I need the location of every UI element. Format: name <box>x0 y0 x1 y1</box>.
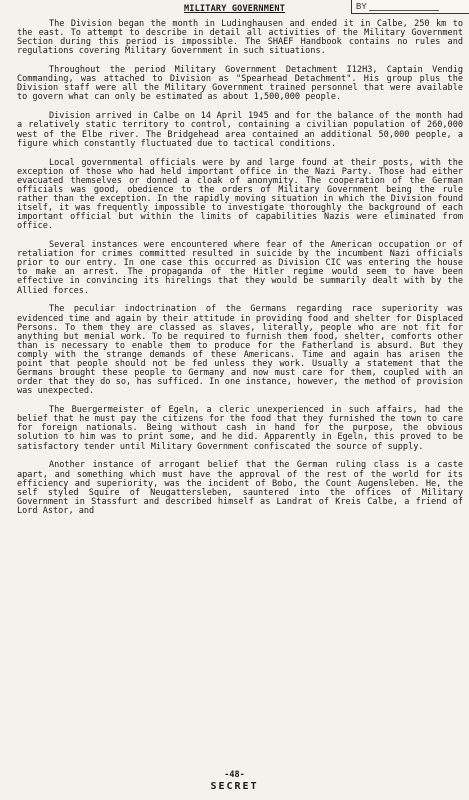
document-body <box>17 20 463 526</box>
paragraph-6: The peculiar indoctrination of the Germans regarding race superiority was evidenced time and again by their attitude in providing food and shelter for Displaced Persons. To them they are classed as slaves, literally, people who are not fit for anything but menial work. To be required to furnish them food, shelter, comforts other than is necessary to enable them to produce for the Fatherland is absurd. But they comply with the strange demands of these Americans. Time and again has arisen the point that people should not be fed unless they work. Usually a statement that the Germans brought these people to Germany and now must care for them, coupled with an order that they do so, has sufficed. In one instance, however, the method of provision was unexpected. <box>17 304 463 397</box>
classification-marking: SECRET <box>210 781 259 792</box>
paragraph-7: The Buergermeister of Egeln, a cleric unexperienced in such affairs, had the belief that he must pay the citizens for the food that they furnished the town to care for foreign nationals. Being without cash in hand for the purpose, the obvious solution to him was to print some, and he did. Apparently in Egeln, this proved to be satisfactory tender until Military Government confiscated the source of supply. <box>17 405 463 452</box>
paragraph-5: Several instances were encountered where fear of the American occupation or of retaliation for crimes committed resulted in suicide by the incumbent Nazi officials prior to our entry. In one case this occurred as Division CIC was entering the house to make an arrest. The propaganda of the Hitler regime would seem to have been effective in convincing its hirelings that they would be summarily dealt with by the Allied forces. <box>17 240 463 296</box>
paragraph-3: Division arrived in Calbe on 14 April 1945 and for the balance of the month had a relatively static territory to control, containing a civilian population of 260,000 west of the Elbe river. The Bridgehead area contained an additional 50,000 people, a figure which constantly fluctuated due to tactical conditions. <box>17 111 463 149</box>
declassification-stamp-text: BY <box>356 2 367 11</box>
paragraph-4: Local governmental officials were by and large found at their posts, with the exception of those who had held important office in the Nazi Party. Those had either evacuated themselves or donned a cloak of anonymity. The cooperation of the German officials was good, obedience to the orders of Military Government being the rule rather than the exception. In the rapidly moving situation in which the Division found itself, it was frequently impossible to investigate thoroughly the background of each important official but within the limits of capabilities Nazis were eliminated from office. <box>17 157 463 232</box>
page-number: -48- <box>224 770 245 780</box>
paragraph-1: The Division began the month in Ludinghausen and ended it in Calbe, 250 km to the east. To attempt to describe in detail all activities of the Military Government Section during this period is impossible. The SHAEF Handbook contains no rules and regulations covering Military Government in such situations. <box>17 19 463 57</box>
paragraph-8: Another instance of arrogant belief that the German ruling class is a caste apart, and something which must have the approval of the rest of the world for its efficiency and superiority, was the incident of Bobo, the Count Augensleben. He, the self styled Squire of Neugattersleben, sauntered into the offices of Military Government in Stassfurt and described himself as Landrat of Kreis Calbe, a friend of Lord Astor, and <box>17 460 463 516</box>
document-title: MILITARY GOVERNMENT <box>183 4 286 14</box>
paragraph-2: Throughout the period Military Government Detachment I12H3, Captain Vendig Commanding, was attached to Division as "Spearhead Detachment". His group plus the Division staff were all the Military Government trained personnel that were available to govern what can only be estimated as about 1,500,000 people. <box>17 65 463 103</box>
